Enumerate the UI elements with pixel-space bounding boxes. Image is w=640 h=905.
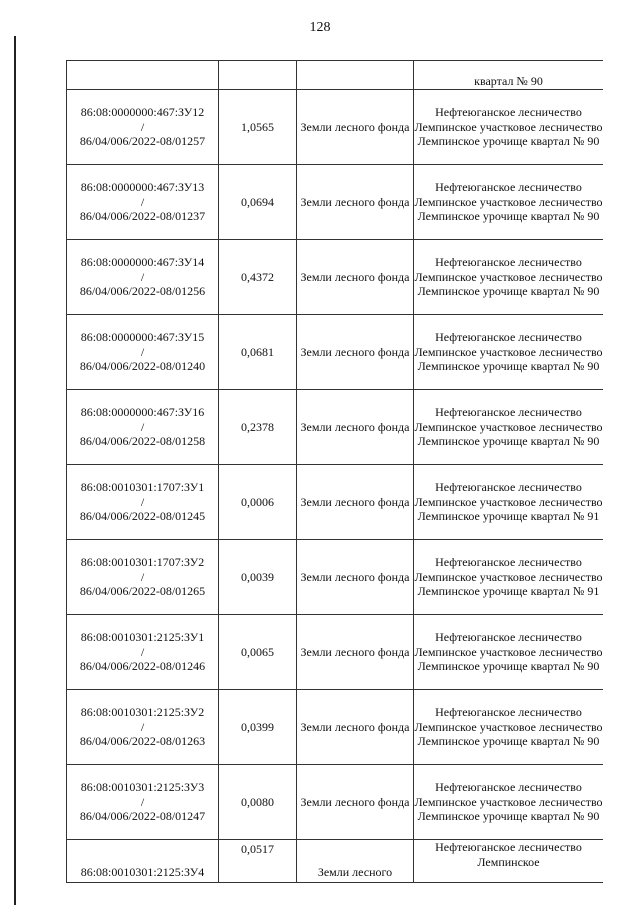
registration-number: 86/04/006/2022-08/01247 xyxy=(79,809,206,824)
cadastral-cell xyxy=(67,690,219,765)
location-cell: Нефтеюганское лесничество Лемпинское участковое лесничество Лемпинское урочище квартал № 91 xyxy=(414,465,604,540)
category-cell xyxy=(297,61,414,90)
cadastral-cell xyxy=(67,61,219,90)
area-cell: 0,0039 xyxy=(219,540,297,615)
table-row xyxy=(67,315,604,390)
registration-number: 86/04/006/2022-08/01245 xyxy=(79,509,206,524)
location-cell: Нефтеюганское лесничество Лемпинское участковое лесничество Лемпинское урочище квартал № 90 xyxy=(414,165,604,240)
cadastral-cell: 86:08:0010301:2125:ЗУ4 xyxy=(67,840,219,883)
registration-number: 86/04/006/2022-08/01265 xyxy=(79,584,206,599)
registration-number: 86/04/006/2022-08/01240 xyxy=(79,359,206,374)
document-sheet xyxy=(66,60,603,905)
separator-slash: / xyxy=(140,494,145,509)
table-row xyxy=(67,615,604,690)
cadastral-number: 86:08:0010301:1707:ЗУ1 xyxy=(80,480,205,495)
cadastral-cell xyxy=(67,315,219,390)
category-cell: Земли лесного фонда xyxy=(297,240,414,315)
separator-slash: / xyxy=(140,644,145,659)
separator-slash: / xyxy=(140,569,145,584)
location-cell: Нефтеюганское лесничество Лемпинское xyxy=(414,840,604,883)
area-cell: 0,0399 xyxy=(219,690,297,765)
cadastral-cell xyxy=(67,390,219,465)
area-cell: 0,2378 xyxy=(219,390,297,465)
area-cell: 0,0006 xyxy=(219,465,297,540)
registration-number: 86/04/006/2022-08/01263 xyxy=(79,734,206,749)
cadastral-number: 86:08:0000000:467:ЗУ15 xyxy=(80,330,205,345)
table-row xyxy=(67,165,604,240)
separator-slash: / xyxy=(140,194,145,209)
cadastral-cell xyxy=(67,615,219,690)
location-cell: Нефтеюганское лесничество Лемпинское участковое лесничество Лемпинское урочище квартал № 90 xyxy=(414,390,604,465)
table-row xyxy=(67,540,604,615)
cadastral-cell xyxy=(67,540,219,615)
category-cell: Земли лесного xyxy=(297,840,414,883)
cadastral-number: 86:08:0010301:2125:ЗУ2 xyxy=(80,705,205,720)
table-row xyxy=(67,765,604,840)
category-cell: Земли лесного фонда xyxy=(297,540,414,615)
location-cell: Нефтеюганское лесничество Лемпинское участковое лесничество Лемпинское урочище квартал № 90 xyxy=(414,90,604,165)
cadastral-cell xyxy=(67,165,219,240)
location-cell: Нефтеюганское лесничество Лемпинское участковое лесничество Лемпинское урочище квартал № 90 xyxy=(414,315,604,390)
separator-slash: / xyxy=(140,269,145,284)
table-row xyxy=(67,690,604,765)
registration-number: 86/04/006/2022-08/01257 xyxy=(79,134,206,149)
category-cell: Земли лесного фонда xyxy=(297,390,414,465)
category-cell: Земли лесного фонда xyxy=(297,465,414,540)
location-cell: Нефтеюганское лесничество Лемпинское участковое лесничество Лемпинское урочище квартал № 90 xyxy=(414,690,604,765)
area-cell: 1,0565 xyxy=(219,90,297,165)
area-cell xyxy=(219,61,297,90)
area-cell: 0,4372 xyxy=(219,240,297,315)
area-cell: 0,0517 xyxy=(219,840,297,883)
table-row xyxy=(67,61,604,90)
cadastral-number: 86:08:0000000:467:ЗУ13 xyxy=(80,180,205,195)
separator-slash: / xyxy=(140,794,145,809)
cadastral-cell xyxy=(67,90,219,165)
table-row xyxy=(67,90,604,165)
category-cell: Земли лесного фонда xyxy=(297,690,414,765)
location-cell: Нефтеюганское лесничество Лемпинское участковое лесничество Лемпинское урочище квартал № 90 xyxy=(414,240,604,315)
cadastral-number: 86:08:0010301:2125:ЗУ1 xyxy=(80,630,205,645)
table-row xyxy=(67,390,604,465)
separator-slash: / xyxy=(140,119,145,134)
area-cell: 0,0080 xyxy=(219,765,297,840)
area-cell: 0,0681 xyxy=(219,315,297,390)
left-margin-rule xyxy=(14,36,16,905)
registration-number: 86/04/006/2022-08/01237 xyxy=(79,209,206,224)
location-cell: Нефтеюганское лесничество Лемпинское участковое лесничество Лемпинское урочище квартал № 90 xyxy=(414,765,604,840)
registration-number: 86/04/006/2022-08/01258 xyxy=(79,434,206,449)
table-row xyxy=(67,465,604,540)
registration-number: 86/04/006/2022-08/01246 xyxy=(79,659,206,674)
registration-number: 86/04/006/2022-08/01256 xyxy=(79,284,206,299)
cadastral-number: 86:08:0000000:467:ЗУ16 xyxy=(80,405,205,420)
page-number: 128 xyxy=(309,20,331,35)
cadastral-cell xyxy=(67,465,219,540)
area-cell: 0,0694 xyxy=(219,165,297,240)
category-cell: Земли лесного фонда xyxy=(297,765,414,840)
category-cell: Земли лесного фонда xyxy=(297,90,414,165)
cadastral-number: 86:08:0010301:1707:ЗУ2 xyxy=(80,555,205,570)
location-cell: Нефтеюганское лесничество Лемпинское участковое лесничество Лемпинское урочище квартал № 90 xyxy=(414,615,604,690)
location-cell: Нефтеюганское лесничество Лемпинское участковое лесничество Лемпинское урочище квартал № 91 xyxy=(414,540,604,615)
cadastral-number: 86:08:0000000:467:ЗУ14 xyxy=(80,255,205,270)
category-cell: Земли лесного фонда xyxy=(297,615,414,690)
cadastral-cell xyxy=(67,240,219,315)
land-plot-table xyxy=(66,60,603,883)
table-row xyxy=(67,240,604,315)
category-cell: Земли лесного фонда xyxy=(297,315,414,390)
area-cell: 0,0065 xyxy=(219,615,297,690)
cadastral-number: 86:08:0010301:2125:ЗУ3 xyxy=(80,780,205,795)
cadastral-cell xyxy=(67,765,219,840)
cadastral-number: 86:08:0000000:467:ЗУ12 xyxy=(80,105,205,120)
separator-slash: / xyxy=(140,719,145,734)
separator-slash: / xyxy=(140,344,145,359)
location-cell: квартал № 90 xyxy=(414,61,604,90)
separator-slash: / xyxy=(140,419,145,434)
table-row xyxy=(67,840,604,883)
category-cell: Земли лесного фонда xyxy=(297,165,414,240)
